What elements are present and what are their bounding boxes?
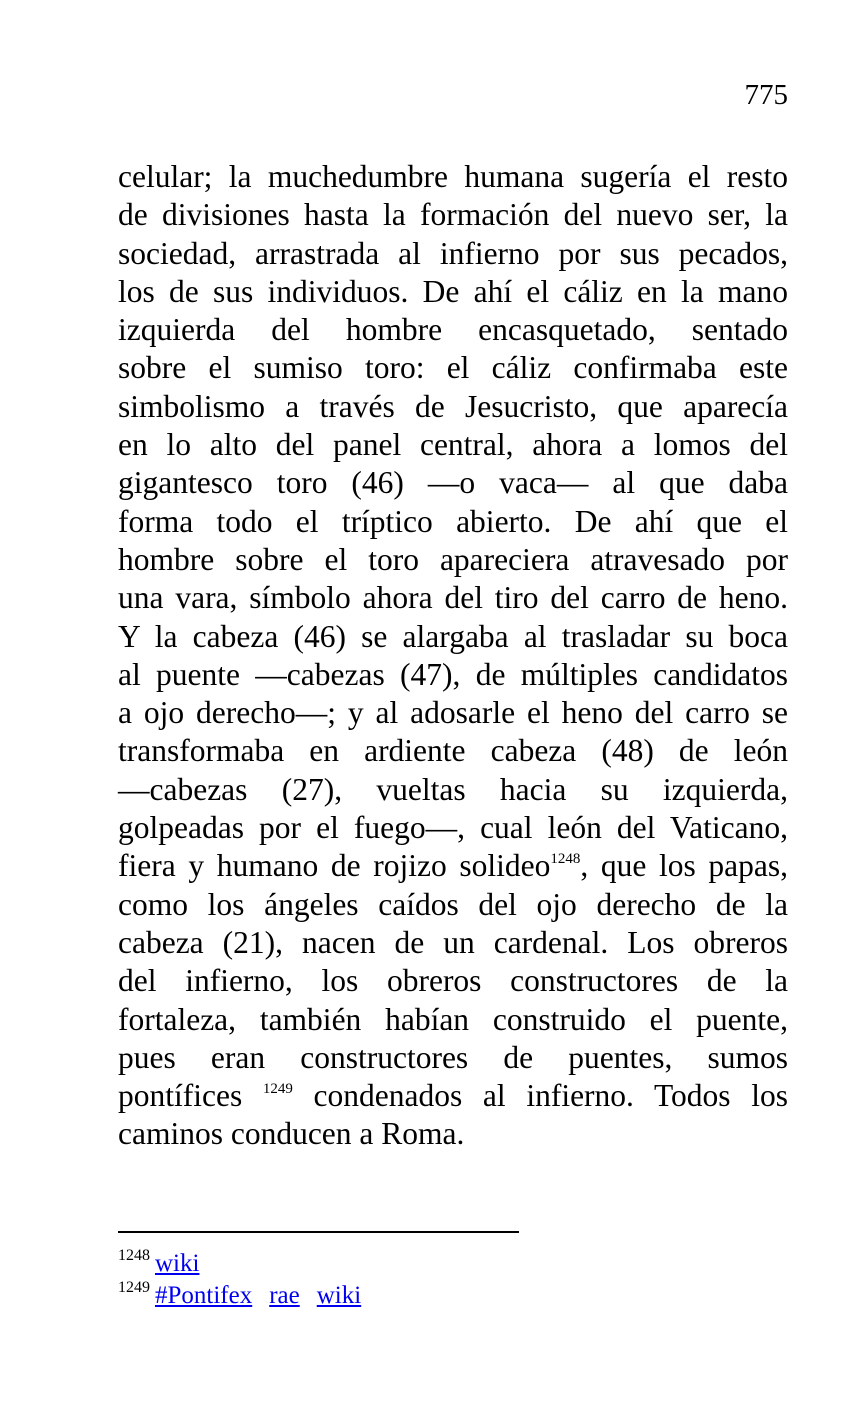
footnote-link-wiki[interactable]: wiki <box>316 1282 362 1309</box>
text-line: pues eran constructores de puentes, sumos <box>118 1039 788 1075</box>
text-line: —cabezas (27), vueltas hacia su izquierda, <box>118 771 788 807</box>
text-line: hombre sobre el toro apareciera atravesado por <box>118 541 788 577</box>
footnote-ref-1248[interactable]: 1248 <box>550 851 581 868</box>
text-line: gigantesco toro (46) —o vaca— al que daba <box>118 465 788 501</box>
text-line: al puente —cabezas (47), de múltiples candidatos <box>118 656 788 692</box>
text-line: los de sus individuos. De ahí el cáliz en la mano <box>118 273 788 309</box>
body-text <box>118 158 788 1154</box>
text-line: fortaleza, también habían construido el puente, <box>118 1001 788 1037</box>
text-line: forma todo el tríptico abierto. De ahí que el <box>118 503 788 539</box>
text-line-with-footnote-1249 <box>118 1077 788 1115</box>
text-line: simbolismo a través de Jesucristo, que aparecía <box>118 388 788 424</box>
footnote-number: 1248 <box>118 1247 150 1264</box>
text-line: cabeza (21), nacen de un cardenal. Los obreros <box>118 924 788 960</box>
footnote-link-wiki[interactable]: wiki <box>155 1250 200 1277</box>
footnote-number: 1249 <box>118 1279 150 1296</box>
footnote-1248 <box>118 1248 378 1280</box>
footnote-ref-1249[interactable]: 1249 <box>262 1081 293 1098</box>
footnotes <box>118 1248 378 1312</box>
text-line: a ojo derecho—; y al adosarle el heno del carro se <box>118 695 788 731</box>
text-line: transformaba en ardiente cabeza (48) de león <box>118 733 788 769</box>
footnote-1249 <box>118 1280 378 1312</box>
text-line: izquierda del hombre encasquetado, sentado <box>118 312 788 348</box>
text-line-with-footnote-1248 <box>118 847 788 885</box>
footnote-link-rae[interactable]: rae <box>269 1282 300 1309</box>
page-number: 775 <box>744 79 788 111</box>
text-line: de divisiones hasta la formación del nuevo ser, la <box>118 197 788 233</box>
text-line: sobre el sumiso toro: el cáliz confirmaba este <box>118 350 788 386</box>
text-line: celular; la muchedumbre humana sugería el resto <box>118 159 788 194</box>
text-line: del infierno, los obreros constructores de la <box>118 963 788 999</box>
text-segment: pontífices <box>118 1078 243 1114</box>
text-segment: fiera y humano de rojizo solideo <box>118 848 551 884</box>
footnote-link-pontifex[interactable]: #Pontifex <box>155 1282 253 1309</box>
text-line: en lo alto del panel central, ahora a lomos del <box>118 427 788 463</box>
text-line: como los ángeles caídos del ojo derecho de la <box>118 886 788 922</box>
text-segment: , que los papas, <box>580 848 788 884</box>
text-line: Y la cabeza (46) se alargaba al trasladar su boca <box>118 618 788 654</box>
text-line: una vara, símbolo ahora del tiro del carro de heno. <box>118 580 788 616</box>
text-line: golpeadas por el fuego—, cual león del Vaticano, <box>118 810 788 846</box>
text-line: caminos conducen a Roma. <box>118 1116 465 1152</box>
footnote-separator <box>118 1231 519 1233</box>
text-line: sociedad, arrastrada al infierno por sus pecados, <box>118 235 788 271</box>
text-segment: condenados al infierno. Todos los <box>292 1078 788 1114</box>
